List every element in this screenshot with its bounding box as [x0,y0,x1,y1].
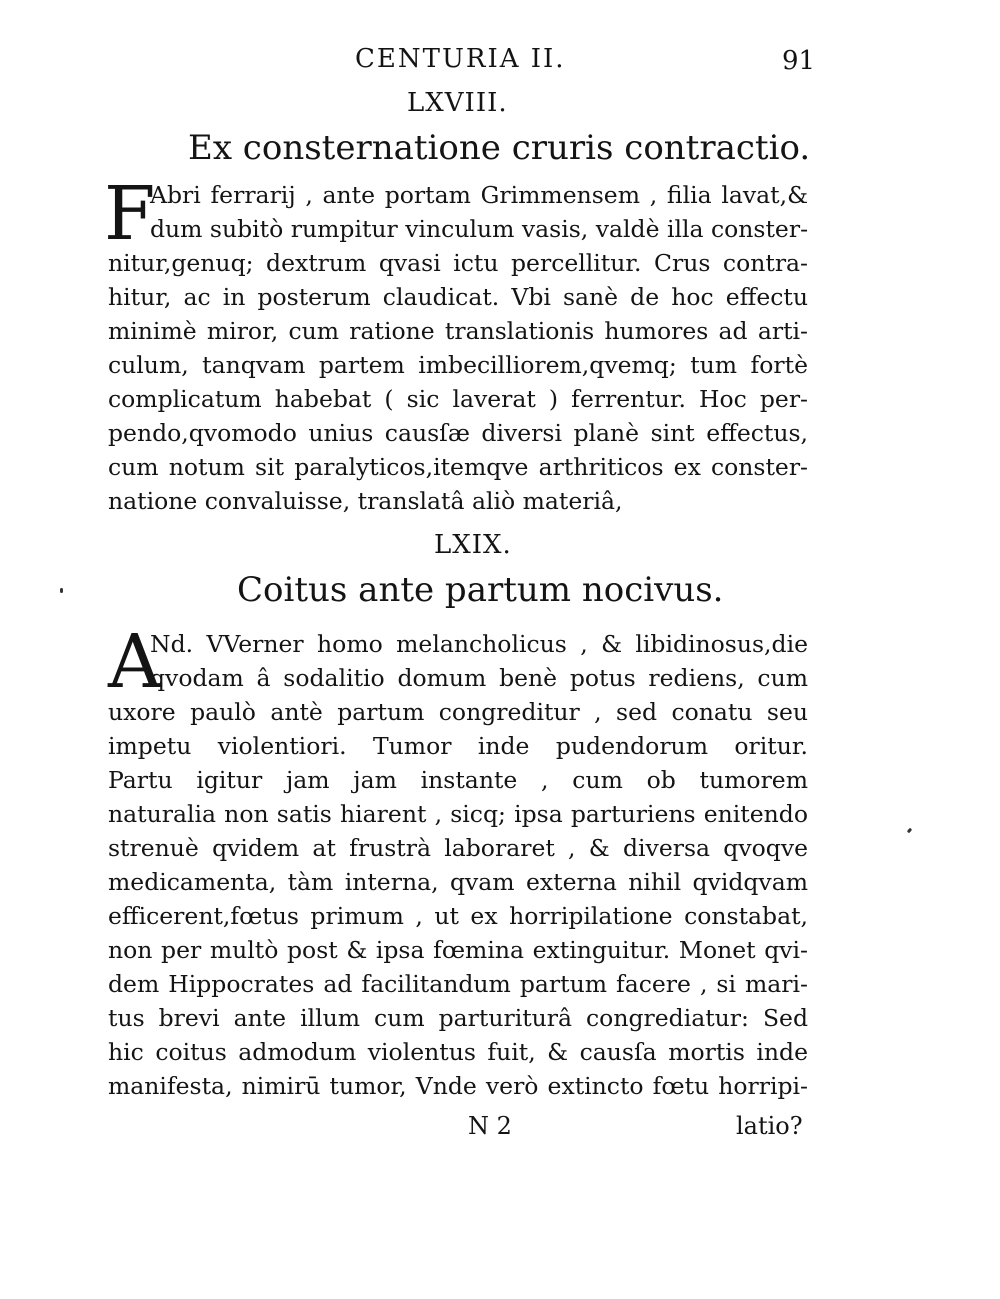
section-title: Coitus ante partum nocivus. [237,570,724,610]
section-title: Ex consternatione cruris contractio. [188,128,811,168]
text-line: natione convaluisse, translatâ aliò materiâ, [108,487,623,515]
text-line: strenuè qvidem at frustrà laboraret , & diversa qvoqve [108,834,808,862]
text-line: cum notum sit paralyticos,itemqve arthriticos ex conster- [108,453,808,481]
ink-speck [60,588,63,593]
text-line: minimè miror, cum ratione translationis humores ad arti- [108,317,808,345]
text-line: efficerent,fœtus primum , ut ex horripilatione constabat, [108,902,808,930]
text-line: nitur,genuq; dextrum qvasi ictu percellitur. Crus contra- [108,249,808,277]
text-line: medicamenta, tàm interna, qvam externa nihil qvidqvam [108,868,808,896]
text-line: culum, tanqvam partem imbecilliorem,qvemq; tum fortè [108,351,808,379]
section-number: LXIX. [434,530,512,560]
text-line: hic coitus admodum violentus fuit, & causſa mortis inde [108,1038,808,1066]
drop-cap: F [104,171,156,257]
text-line: pendo,qvomodo unius causſæ diversi planè sint effectus, [108,419,808,447]
ink-speck [907,828,913,834]
text-line: uxore paulò antè partum congreditur , sed conatu seu [108,698,808,726]
running-head: CENTURIA II. [355,44,566,74]
text-line: dem Hippocrates ad facilitandum partum facere , si mari- [108,970,808,998]
text-line: hitur, ac in posterum claudicat. Vbi sanè de hoc effectu [108,283,808,311]
text-line: dum subitò rumpitur vinculum vasis, valdè illa conster- [150,215,809,243]
catchword: latio? [736,1112,803,1140]
section-number: LXVIII. [407,88,508,118]
text-line: naturalia non satis hiarent , sicq; ipsa parturiens enitendo [108,800,808,828]
text-line: Partu igitur jam jam instante , cum ob tumorem [108,766,808,794]
text-line: manifesta, nimirū tumor, Vnde verò extincto fœtu horripi- [108,1072,808,1100]
text-line: non per multò post & ipsa fœmina extinguitur. Monet qvi- [108,936,808,964]
text-line: Nd. VVerner homo melancholicus , & libidinosus,die [150,630,808,658]
text-line: impetu violentiori. Tumor inde pudendorum oritur. [108,732,808,760]
text-line: Abri ferrarij , ante portam Grimmensem , filia lavat,& [150,181,808,209]
page-number: 91 [782,46,816,76]
signature-mark: N 2 [468,1112,512,1140]
text-line: tus brevi ante illum cum parturiturâ congrediatur: Sed [108,1004,808,1032]
text-line: qvodam â sodalitio domum benè potus rediens, cum [150,664,808,692]
drop-cap: A [108,619,162,705]
text-line: complicatum habebat ( sic laverat ) ferrentur. Hoc per- [108,385,808,413]
